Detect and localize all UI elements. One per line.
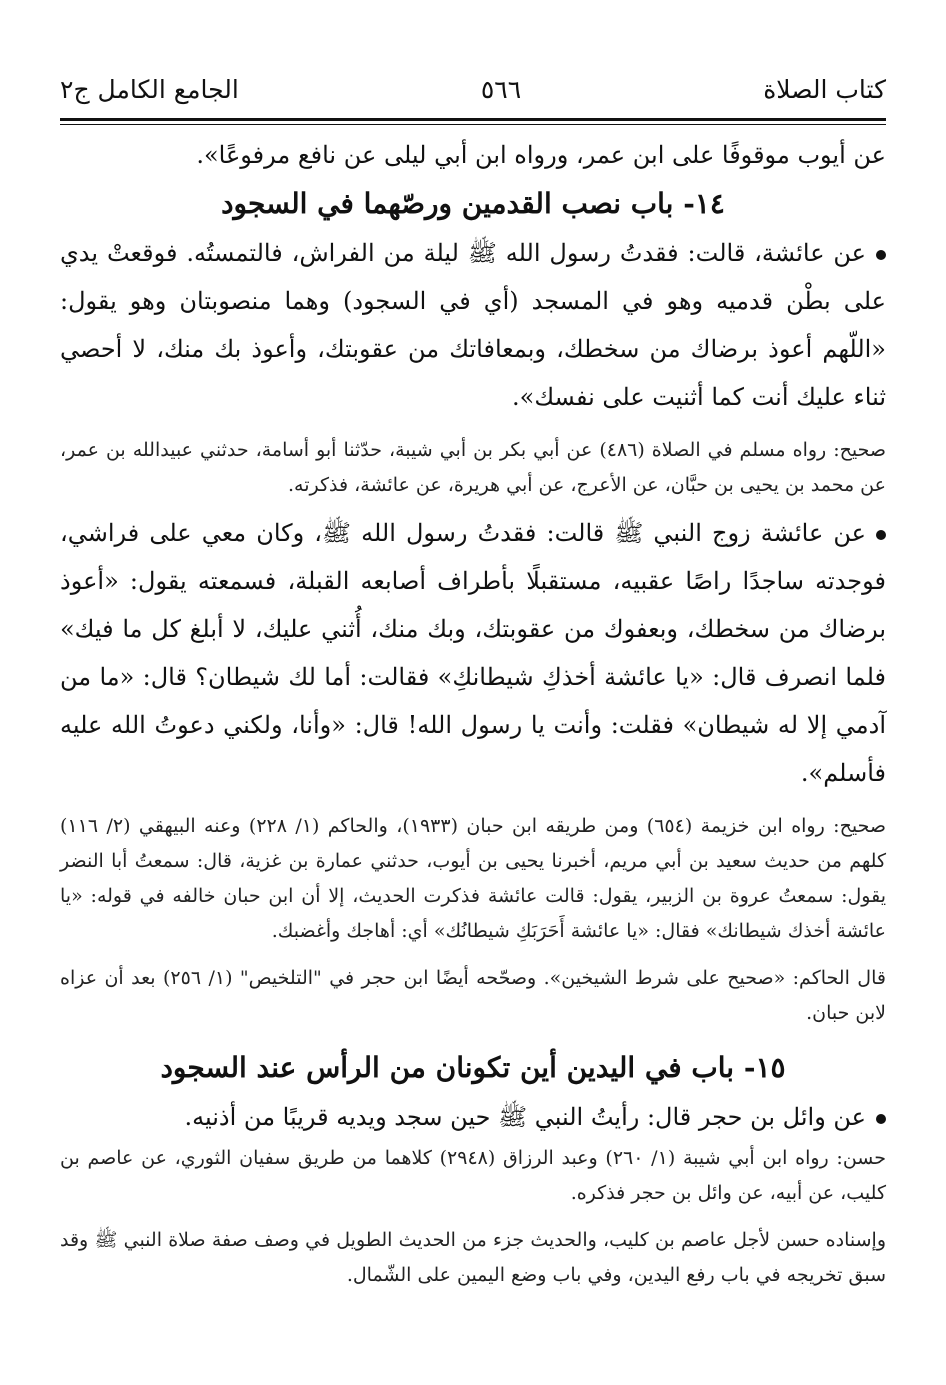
page-header: [60, 70, 886, 110]
takhrij-note-3: قال الحاكم: «صحيح على شرط الشيخين». وصحّحه أيضًا ابن حجر في "التلخيص" (١/ ٢٥٦) بعد أن عزاه لابن حبان.: [60, 967, 886, 1024]
takhrij-note-1: صحيح: رواه مسلم في الصلاة (٤٨٦) عن أبي بكر بن أبي شيبة، حدّثنا أبو أسامة، حدثني عبيدالله بن عمر، عن محمد بن يحيى بن حبَّان، عن الأعرج، عن أبي هريرة، عن عائشة، فذكرته.: [60, 439, 886, 496]
continuation-paragraph: عن أيوب موقوفًا على ابن عمر، ورواه ابن أبي ليلى عن نافع مرفوعًا».: [196, 141, 886, 169]
bullet-icon: [876, 1114, 886, 1124]
bullet-icon: [876, 530, 886, 540]
header-book-section: كتاب الصلاة: [763, 75, 886, 104]
takhrij-note-4: حسن: رواه ابن أبي شيبة (١/ ٢٦٠) وعبد الرزاق (٢٩٤٨) كلاهما من طريق سفيان الثوري، عن عاصم بن كليب، عن أبيه، عن وائل بن حجر فذكره.: [60, 1147, 886, 1204]
hadith-aisha-1-text: عن عائشة، قالت: فقدتُ رسول الله ﷺ ليلة من الفراش، فالتمستُه. فوقعتْ يدي على بطْن قدميه وهو في المسجد (أي في السجود) وهما منصوبتان وهو يقول: «اللّهم أعوذ برضاك من سخطك، وبمعافاتك من عقوبتك، وأعوذ بك منك، لا أحصي ثناء عليك أنت كما أثنيت على نفسك».: [60, 239, 886, 411]
hadith-wail-text: عن وائل بن حجر قال: رأيتُ النبي ﷺ حين سجد ويديه قريبًا من أذنيه.: [184, 1103, 866, 1131]
takhrij-note-2: صحيح: رواه ابن خزيمة (٦٥٤) ومن طريقه ابن حبان (١٩٣٣)، والحاكم (١/ ٢٢٨) وعنه البيهقي (٢/ ١١٦) كلهم من حديث سعيد بن أبي مريم، أخبرنا يحيى بن أيوب، حدثني عمارة بن غزية، قال: سمعتُ أبا النضر يقول: سمعتُ عروة بن الزبير، يقول: قالت عائشة فذكرت الحديث، إلا أن ابن حبان خالفه في قوله: «يا عائشة أخذك شيطانك» فقال: «يا عائشة أَحَرَبَكِ شيطانُك» أي: أهاجك وأغضبك.: [60, 815, 886, 942]
book-page: [60, 70, 886, 1293]
header-book-title: الجامع الكامل ج٢: [60, 75, 239, 104]
chapter-title-15: ١٥- باب في اليدين أين تكونان من الرأس عند السجود: [160, 1051, 786, 1084]
chapter-title-14: ١٤- باب نصب القدمين ورصّهما في السجود: [221, 187, 725, 220]
header-page-number: ٥٦٦: [480, 75, 522, 104]
hadith-aisha-1: [60, 229, 886, 421]
hadith-aisha-2: [60, 509, 886, 797]
header-rule-thick: [60, 118, 886, 121]
takhrij-note-5: وإسناده حسن لأجل عاصم بن كليب، والحديث جزء من الحديث الطويل في وصف صفة صلاة النبي ﷺ وقد سبق تخريجه في باب رفع اليدين، وفي باب وضع اليمين على الشّمال.: [60, 1229, 886, 1286]
hadith-aisha-2-text: عن عائشة زوج النبي ﷺ قالت: فقدتُ رسول الله ﷺ، وكان معي على فراشي، فوجدته ساجدًا راصًا عقبيه، مستقبلًا بأطراف أصابعه القبلة، فسمعته يقول: «أعوذ برضاك من سخطك، وبعفوك من عقوبتك، وبك منك، أُثني عليك، لا أبلغ كل ما فيك» فلما انصرف قال: «يا عائشة أخذكِ شيطانكِ» فقالت: أما لك شيطان؟ قال: «ما من آدمي إلا له شيطان» فقلت: وأنت يا رسول الله! قال: «وأنا، ولكني دعوتُ الله عليه فأسلم».: [60, 519, 887, 787]
bullet-icon: [876, 250, 886, 260]
hadith-wail: [60, 1093, 886, 1141]
